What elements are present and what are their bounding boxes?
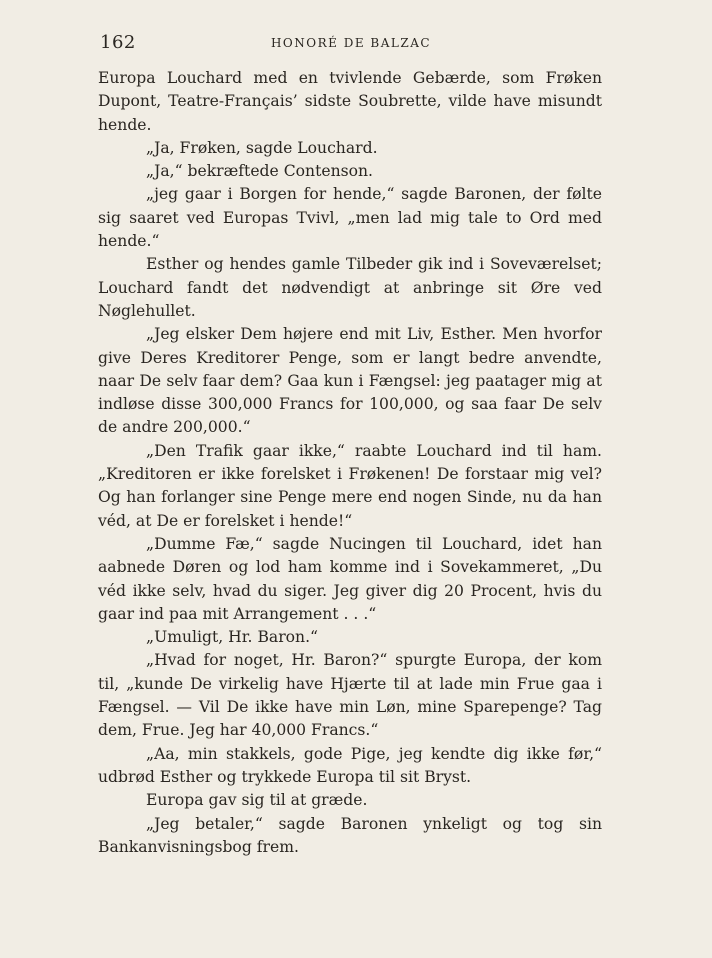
paragraph: „Umuligt, Hr. Baron.“ [146,628,319,647]
paragraph: Esther og hendes gamle Tilbeder gik ind i Soveværelset; Louchard fandt det nødvendigt at anbringe sit Øre ved Nøglehullet. [98,255,602,320]
page-number: 162 [100,32,136,53]
paragraph: Europa gav sig til at græde. [146,791,368,810]
paragraph: „Aa, min stakkels, gode Pige, jeg kendte dig ikke før,“ udbrød Esther og trykkede Europa til sit Bryst. [98,744,602,786]
paragraph: „Dumme Fæ,“ sagde Nucingen til Louchard, idet han aabnede Døren og lod ham komme ind i Sovekammeret, „Du véd ikke selv, hvad du siger. Jeg giver dig 20 Procent, hvis du gaar ind paa mit Arrangement . . .“ [98,534,602,623]
running-head: HONORÉ DE BALZAC [270,36,432,50]
paragraph: „Jeg betaler,“ sagde Baronen ynkeligt og tog sin Bankanvisningsbog frem. [98,814,602,856]
paragraph: „jeg gaar i Borgen for hende,“ sagde Baronen, der følte sig saaret ved Europas Tvivl, „men lad mig tale to Ord med hende.“ [98,185,602,251]
body-text [98,67,602,859]
paragraph: Europa Louchard med en tvivlende Gebærde, som Frøken Dupont, Teatre-Français’ sidste Soubrette, vilde have misundt hende. [98,69,602,134]
page-header [100,26,602,60]
paragraph: „Hvad for noget, Hr. Baron?“ spurgte Europa, der kom til, „kunde De virkelig have Hjærte til at lade min Frue gaa i Fængsel. — Vil De ikke have min Løn, mine Sparepenge? Tag dem, Frue. Jeg har 40,000 Francs.“ [98,651,602,740]
paragraph: „Den Trafik gaar ikke,“ raabte Louchard ind til ham. „Kreditoren er ikke forelsket i Frøkenen! De forstaar mig vel? Og han forlanger sine Penge mere end nogen Sinde, nu da han véd, at De er forelsket i hende!“ [98,441,602,530]
paragraph: „Ja,“ bekræftede Contenson. [146,162,374,181]
paragraph: „Jeg elsker Dem højere end mit Liv, Esther. Men hvorfor give Deres Kreditorer Penge, som er langt bedre anvendte, naar De selv faar dem? Gaa kun i Fængsel: jeg paatager mig at indløse disse 300,000 Francs for 100,000, og saa faar De selv de andre 200,000.“ [98,325,602,437]
paragraph: „Ja, Frøken, sagde Louchard. [146,138,378,157]
